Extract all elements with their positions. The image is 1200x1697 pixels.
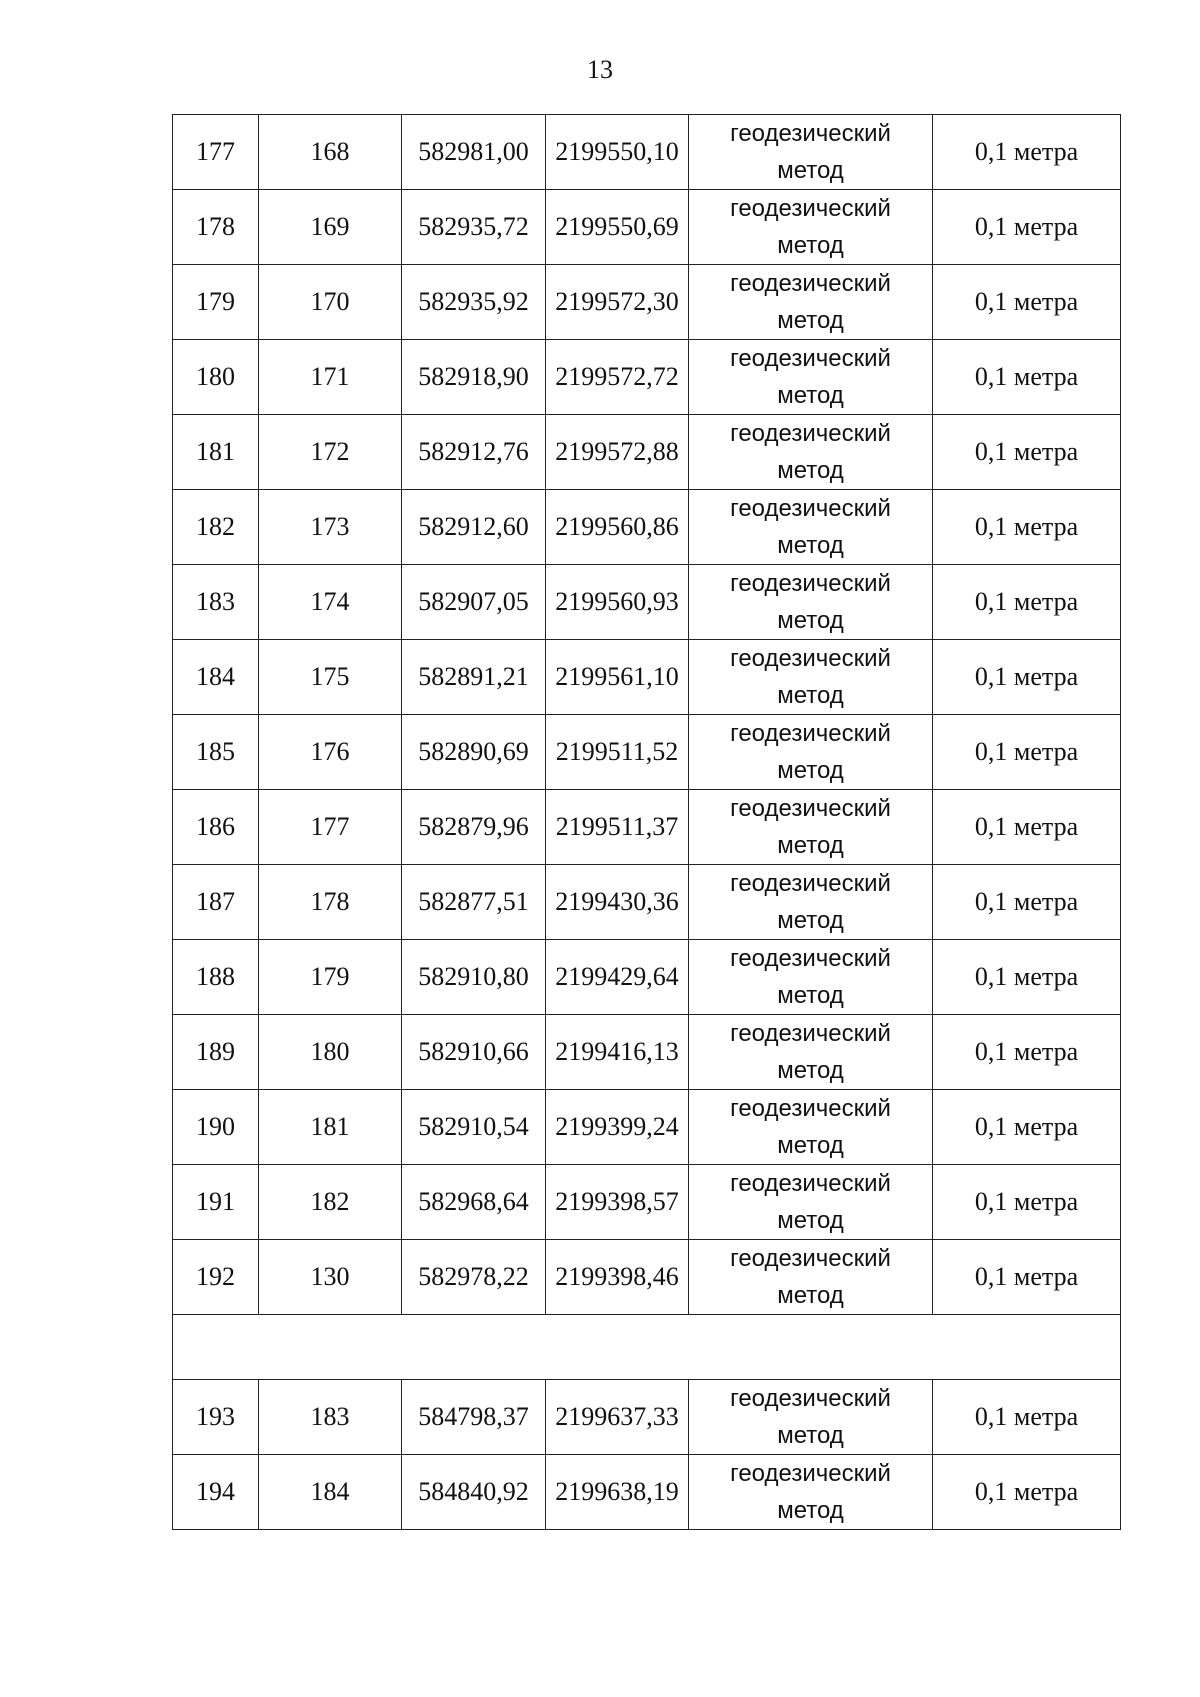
method-cell xyxy=(689,715,933,790)
row-number-cell: 186 xyxy=(173,790,259,865)
table-row xyxy=(173,940,1121,1015)
method-line-2: метод xyxy=(777,757,844,784)
row-number-cell: 189 xyxy=(173,1015,259,1090)
x-coordinate-cell: 582912,76 xyxy=(402,415,546,490)
table-row xyxy=(173,715,1121,790)
point-number-cell: 168 xyxy=(259,115,402,190)
table-row xyxy=(173,190,1121,265)
method-cell xyxy=(689,1240,933,1315)
table-row xyxy=(173,265,1121,340)
accuracy-cell: 0,1 метра xyxy=(933,1455,1121,1530)
section-separator-cell xyxy=(173,1315,1121,1380)
row-number-cell: 184 xyxy=(173,640,259,715)
point-number-cell: 176 xyxy=(259,715,402,790)
method-line-2: метод xyxy=(777,232,844,259)
method-cell xyxy=(689,1380,933,1455)
method-line-1: геодезический xyxy=(730,945,891,972)
point-number-cell: 170 xyxy=(259,265,402,340)
accuracy-cell: 0,1 метра xyxy=(933,865,1121,940)
y-coordinate-cell: 2199430,36 xyxy=(546,865,689,940)
coordinates-table xyxy=(172,114,1121,1530)
method-cell xyxy=(689,565,933,640)
method-line-2: метод xyxy=(777,1497,844,1524)
y-coordinate-cell: 2199572,30 xyxy=(546,265,689,340)
method-cell xyxy=(689,415,933,490)
point-number-cell: 173 xyxy=(259,490,402,565)
accuracy-cell: 0,1 метра xyxy=(933,565,1121,640)
accuracy-cell: 0,1 метра xyxy=(933,715,1121,790)
point-number-cell: 130 xyxy=(259,1240,402,1315)
table-row xyxy=(173,565,1121,640)
point-number-cell: 182 xyxy=(259,1165,402,1240)
method-line-2: метод xyxy=(777,1132,844,1159)
method-line-1: геодезический xyxy=(730,1170,891,1197)
x-coordinate-cell: 582935,92 xyxy=(402,265,546,340)
method-cell xyxy=(689,940,933,1015)
y-coordinate-cell: 2199550,10 xyxy=(546,115,689,190)
table-row xyxy=(173,1240,1121,1315)
method-line-1: геодезический xyxy=(730,420,891,447)
method-line-1: геодезический xyxy=(730,195,891,222)
method-cell xyxy=(689,640,933,715)
y-coordinate-cell: 2199398,57 xyxy=(546,1165,689,1240)
accuracy-cell: 0,1 метра xyxy=(933,1240,1121,1315)
row-number-cell: 191 xyxy=(173,1165,259,1240)
method-line-2: метод xyxy=(777,1207,844,1234)
table-row xyxy=(173,640,1121,715)
row-number-cell: 192 xyxy=(173,1240,259,1315)
method-cell xyxy=(689,190,933,265)
method-line-2: метод xyxy=(777,907,844,934)
x-coordinate-cell: 582912,60 xyxy=(402,490,546,565)
row-number-cell: 179 xyxy=(173,265,259,340)
method-line-1: геодезический xyxy=(730,1385,891,1412)
method-cell xyxy=(689,265,933,340)
method-line-2: метод xyxy=(777,1422,844,1449)
x-coordinate-cell: 582891,21 xyxy=(402,640,546,715)
y-coordinate-cell: 2199561,10 xyxy=(546,640,689,715)
point-number-cell: 180 xyxy=(259,1015,402,1090)
y-coordinate-cell: 2199398,46 xyxy=(546,1240,689,1315)
accuracy-cell: 0,1 метра xyxy=(933,1380,1121,1455)
point-number-cell: 179 xyxy=(259,940,402,1015)
table-row xyxy=(173,1015,1121,1090)
y-coordinate-cell: 2199511,37 xyxy=(546,790,689,865)
x-coordinate-cell: 582910,54 xyxy=(402,1090,546,1165)
method-cell xyxy=(689,865,933,940)
accuracy-cell: 0,1 метра xyxy=(933,1015,1121,1090)
method-line-1: геодезический xyxy=(730,270,891,297)
y-coordinate-cell: 2199572,72 xyxy=(546,340,689,415)
point-number-cell: 172 xyxy=(259,415,402,490)
row-number-cell: 194 xyxy=(173,1455,259,1530)
x-coordinate-cell: 582968,64 xyxy=(402,1165,546,1240)
method-line-2: метод xyxy=(777,457,844,484)
point-number-cell: 171 xyxy=(259,340,402,415)
table-row xyxy=(173,340,1121,415)
row-number-cell: 185 xyxy=(173,715,259,790)
y-coordinate-cell: 2199637,33 xyxy=(546,1380,689,1455)
method-line-2: метод xyxy=(777,532,844,559)
method-line-2: метод xyxy=(777,832,844,859)
x-coordinate-cell: 582907,05 xyxy=(402,565,546,640)
method-cell xyxy=(689,490,933,565)
row-number-cell: 190 xyxy=(173,1090,259,1165)
table-row xyxy=(173,115,1121,190)
method-line-1: геодезический xyxy=(730,720,891,747)
table-row xyxy=(173,1380,1121,1455)
table-row xyxy=(173,490,1121,565)
x-coordinate-cell: 582918,90 xyxy=(402,340,546,415)
x-coordinate-cell: 582978,22 xyxy=(402,1240,546,1315)
row-number-cell: 187 xyxy=(173,865,259,940)
accuracy-cell: 0,1 метра xyxy=(933,940,1121,1015)
row-number-cell: 178 xyxy=(173,190,259,265)
row-number-cell: 182 xyxy=(173,490,259,565)
point-number-cell: 177 xyxy=(259,790,402,865)
x-coordinate-cell: 582890,69 xyxy=(402,715,546,790)
section-separator-row xyxy=(173,1315,1121,1380)
method-line-2: метод xyxy=(777,607,844,634)
method-line-2: метод xyxy=(777,1282,844,1309)
y-coordinate-cell: 2199572,88 xyxy=(546,415,689,490)
accuracy-cell: 0,1 метра xyxy=(933,265,1121,340)
point-number-cell: 183 xyxy=(259,1380,402,1455)
table-row xyxy=(173,1165,1121,1240)
method-cell xyxy=(689,1090,933,1165)
accuracy-cell: 0,1 метра xyxy=(933,340,1121,415)
method-line-2: метод xyxy=(777,307,844,334)
accuracy-cell: 0,1 метра xyxy=(933,415,1121,490)
y-coordinate-cell: 2199560,93 xyxy=(546,565,689,640)
x-coordinate-cell: 582981,00 xyxy=(402,115,546,190)
accuracy-cell: 0,1 метра xyxy=(933,115,1121,190)
method-line-1: геодезический xyxy=(730,1095,891,1122)
point-number-cell: 175 xyxy=(259,640,402,715)
method-cell xyxy=(689,1455,933,1530)
x-coordinate-cell: 582879,96 xyxy=(402,790,546,865)
table-row xyxy=(173,1455,1121,1530)
method-line-1: геодезический xyxy=(730,495,891,522)
y-coordinate-cell: 2199560,86 xyxy=(546,490,689,565)
method-cell xyxy=(689,115,933,190)
accuracy-cell: 0,1 метра xyxy=(933,190,1121,265)
row-number-cell: 188 xyxy=(173,940,259,1015)
y-coordinate-cell: 2199511,52 xyxy=(546,715,689,790)
method-line-1: геодезический xyxy=(730,1460,891,1487)
method-line-1: геодезический xyxy=(730,795,891,822)
point-number-cell: 181 xyxy=(259,1090,402,1165)
row-number-cell: 193 xyxy=(173,1380,259,1455)
x-coordinate-cell: 582877,51 xyxy=(402,865,546,940)
table-row xyxy=(173,790,1121,865)
point-number-cell: 174 xyxy=(259,565,402,640)
method-line-1: геодезический xyxy=(730,345,891,372)
method-line-1: геодезический xyxy=(730,1020,891,1047)
x-coordinate-cell: 584798,37 xyxy=(402,1380,546,1455)
page-number: 13 xyxy=(587,55,613,84)
method-cell xyxy=(689,1015,933,1090)
x-coordinate-cell: 582935,72 xyxy=(402,190,546,265)
method-line-2: метод xyxy=(777,682,844,709)
row-number-cell: 180 xyxy=(173,340,259,415)
method-cell xyxy=(689,790,933,865)
method-line-1: геодезический xyxy=(730,645,891,672)
method-line-1: геодезический xyxy=(730,870,891,897)
y-coordinate-cell: 2199429,64 xyxy=(546,940,689,1015)
y-coordinate-cell: 2199550,69 xyxy=(546,190,689,265)
table-row xyxy=(173,865,1121,940)
method-line-2: метод xyxy=(777,382,844,409)
y-coordinate-cell: 2199399,24 xyxy=(546,1090,689,1165)
accuracy-cell: 0,1 метра xyxy=(933,790,1121,865)
accuracy-cell: 0,1 метра xyxy=(933,640,1121,715)
method-cell xyxy=(689,340,933,415)
method-line-2: метод xyxy=(777,1057,844,1084)
method-line-1: геодезический xyxy=(730,120,891,147)
y-coordinate-cell: 2199416,13 xyxy=(546,1015,689,1090)
point-number-cell: 184 xyxy=(259,1455,402,1530)
x-coordinate-cell: 582910,66 xyxy=(402,1015,546,1090)
method-line-1: геодезический xyxy=(730,570,891,597)
y-coordinate-cell: 2199638,19 xyxy=(546,1455,689,1530)
accuracy-cell: 0,1 метра xyxy=(933,1090,1121,1165)
row-number-cell: 183 xyxy=(173,565,259,640)
row-number-cell: 177 xyxy=(173,115,259,190)
table-row xyxy=(173,415,1121,490)
row-number-cell: 181 xyxy=(173,415,259,490)
accuracy-cell: 0,1 метра xyxy=(933,490,1121,565)
point-number-cell: 169 xyxy=(259,190,402,265)
accuracy-cell: 0,1 метра xyxy=(933,1165,1121,1240)
x-coordinate-cell: 584840,92 xyxy=(402,1455,546,1530)
method-line-2: метод xyxy=(777,982,844,1009)
point-number-cell: 178 xyxy=(259,865,402,940)
table-row xyxy=(173,1090,1121,1165)
coordinates-table-body xyxy=(173,115,1121,1530)
method-line-1: геодезический xyxy=(730,1245,891,1272)
method-cell xyxy=(689,1165,933,1240)
method-line-2: метод xyxy=(777,157,844,184)
x-coordinate-cell: 582910,80 xyxy=(402,940,546,1015)
